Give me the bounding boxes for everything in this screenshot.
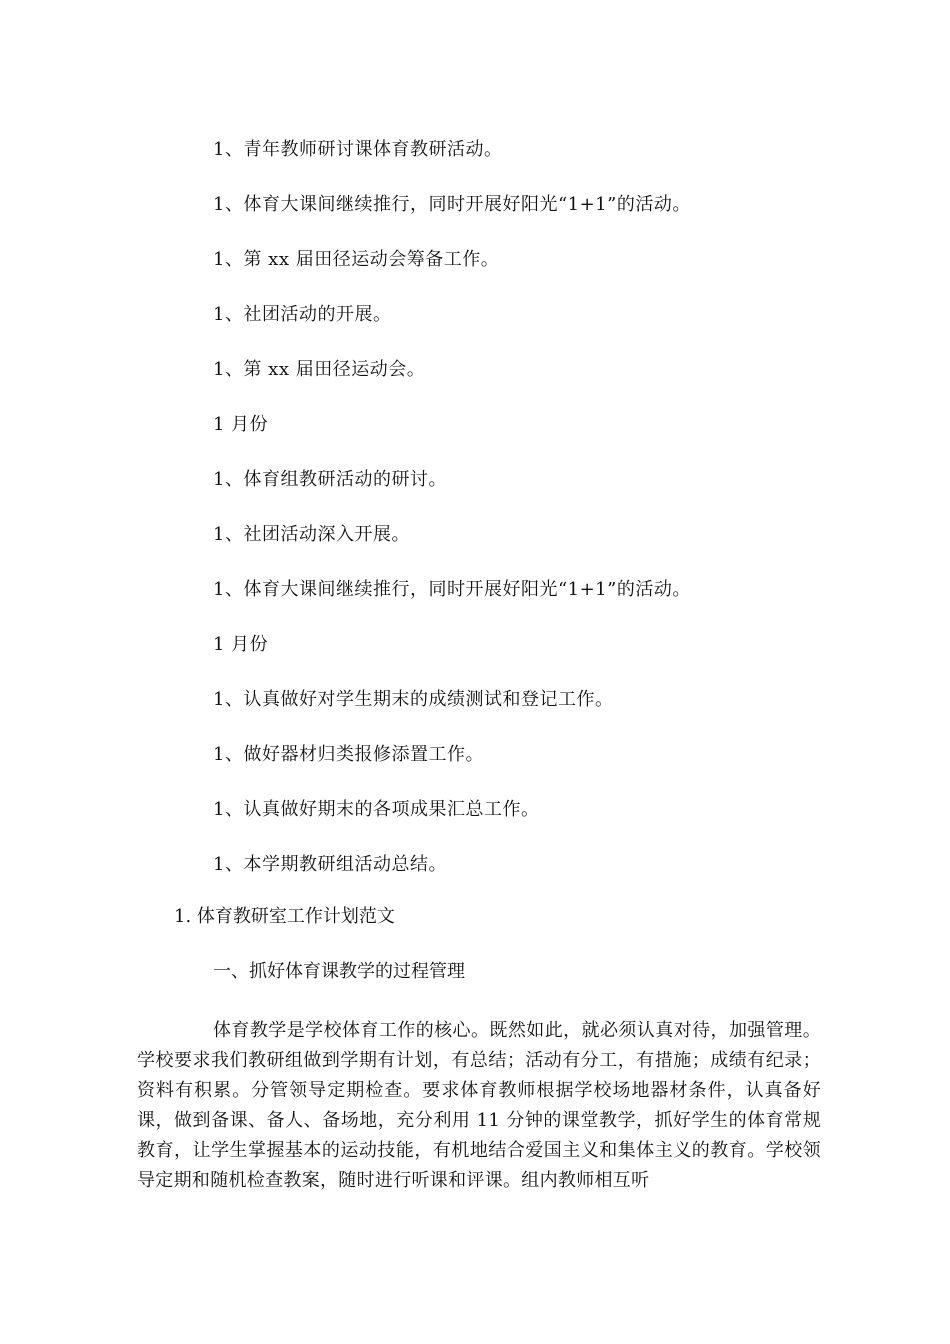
list-item: 1、社团活动的开展。 [213, 304, 392, 325]
section-title: 1. 体育教研室工作计划范文 [174, 906, 395, 927]
month-label: 1 月份 [213, 414, 269, 435]
list-item: 1、体育大课间继续推行，同时开展好阳光“1+1”的活动。 [213, 579, 691, 600]
month-label: 1 月份 [213, 634, 269, 655]
body-paragraph: 体育教学是学校体育工作的核心。既然如此，就必须认真对待，加强管理。学校要求我们教研组做到学期有计划，有总结；活动有分工，有措施；成绩有纪录；资料有积累。分管领导定期检查。要求体育教师根据学校场地器材条件，认真备好课，做到备课、备人、备场地，充分利用 11 分钟的课堂教学，抓好学生的体育常规教育，让学生掌握基本的运动技能，有机地结合爱国主义和集体主义的教育。学校领导定期和随机检查教案，随时进行听课和评课。组内教师相互听 [137, 1020, 821, 1191]
list-item: 1、体育组教研活动的研讨。 [213, 469, 447, 490]
list-item: 1、认真做好对学生期末的成绩测试和登记工作。 [213, 689, 614, 710]
list-item: 1、本学期教研组活动总结。 [213, 854, 447, 875]
list-item: 1、第 xx 届田径运动会。 [213, 359, 426, 380]
list-item: 1、体育大课间继续推行，同时开展好阳光“1+1”的活动。 [213, 194, 691, 215]
list-item: 1、青年教师研讨课体育教研活动。 [213, 139, 503, 160]
list-item: 1、第 xx 届田径运动会筹备工作。 [213, 249, 500, 270]
subsection-title: 一、抓好体育课教学的过程管理 [213, 961, 465, 982]
list-item: 1、社团活动深入开展。 [213, 524, 410, 545]
list-item: 1、认真做好期末的各项成果汇总工作。 [213, 799, 540, 820]
list-item: 1、做好器材归类报修添置工作。 [213, 744, 484, 765]
